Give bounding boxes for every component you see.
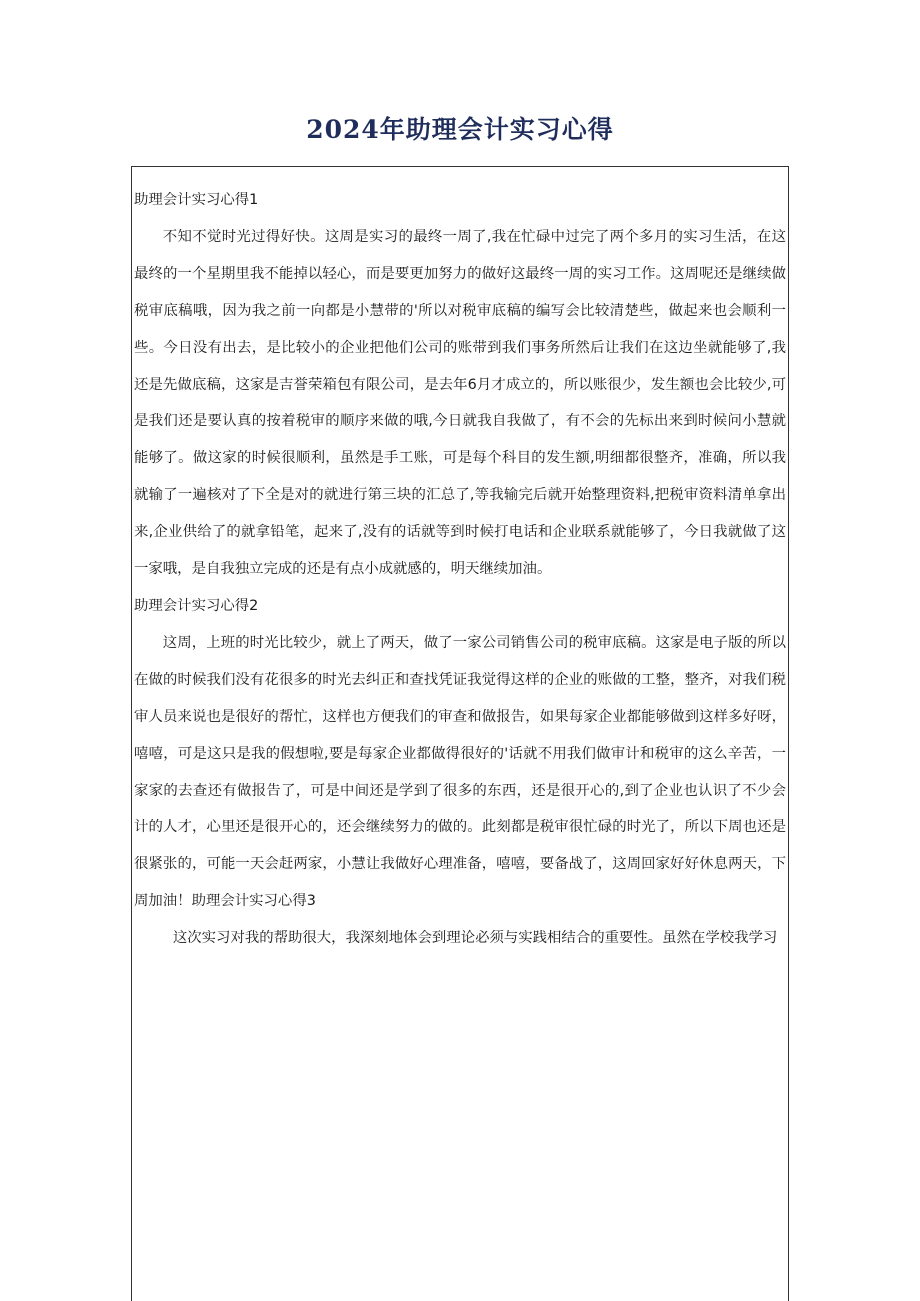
- section-paragraph-1: 不知不觉时光过得好快。这周是实习的最终一周了,我在忙碌中过完了两个多月的实习生活，在这最终的一个星期里我不能掉以轻心，而是要更加努力的做好这最终一周的实习工作。这周呢还是继续做税审底稿哦，因为我之前一向都是小慧带的'所以对税审底稿的编写会比较清楚些，做起来也会顺利一些。今日没有出去，是比较小的企业把他们公司的账带到我们事务所然后让我们在这边坐就能够了,我还是先做底稿，这家是吉誉荣箱包有限公司，是去年6月才成立的，所以账很少，发生额也会比较少,可是我们还是要认真的按着税审的顺序来做的哦,今日就我自我做了，有不会的先标出来到时候问小慧就能够了。做这家的时候很顺利，虽然是手工账，可是每个科目的发生额,明细都很整齐，准确，所以我就输了一遍核对了下全是对的就进行第三块的汇总了,等我输完后就开始整理资料,把税审资料清单拿出来,企业供给了的就拿铅笔，起来了,没有的话就等到时候打电话和企业联系就能够了，今日我就做了这一家哦，是自我独立完成的还是有点小成就感的，明天继续加油。: [134, 228, 786, 578]
- page-title: 2024年助理会计实习心得: [306, 115, 614, 144]
- section-heading-3: 助理会计实习心得3: [191, 893, 316, 910]
- section-paragraph-2-text: 这周，上班的时光比较少，就上了两天，做了一家公司销售公司的税审底稿。这家是电子版的所以在做的时候我们没有花很多的时光去纠正和查找凭证我觉得这样的企业的账做的工整，整齐，对我们税审人员来说也是很好的帮忙，这样也方便我们的审查和做报告，如果每家企业都能够做到这样多好呀，嘻嘻，可是这只是我的假想啦,要是每家企业都做得很好的'话就不用我们做审计和税审的这么辛苦，一家家的去查还有做报告了，可是中间还是学到了很多的东西，还是很开心的,到了企业也认识了不少会计的人才，心里还是很开心的，还会继续努力的做的。此刻都是税审很忙碌的时光了，所以下周也还是很紧张的，可能一天会赶两家，小慧让我做好心理准备，嘻嘻，要备战了，这周回家好好休息两天，下周加油！: [134, 634, 786, 910]
- section-heading-1: 助理会计实习心得1: [134, 192, 259, 208]
- section-paragraph-3: 这次实习对我的帮助很大，我深刻地体会到理论必须与实践相结合的重要性。虽然在学校我学习: [172, 930, 778, 947]
- document-body: [134, 182, 786, 957]
- section-paragraph-2: [134, 625, 786, 920]
- section-heading-2: 助理会计实习心得2: [134, 597, 259, 614]
